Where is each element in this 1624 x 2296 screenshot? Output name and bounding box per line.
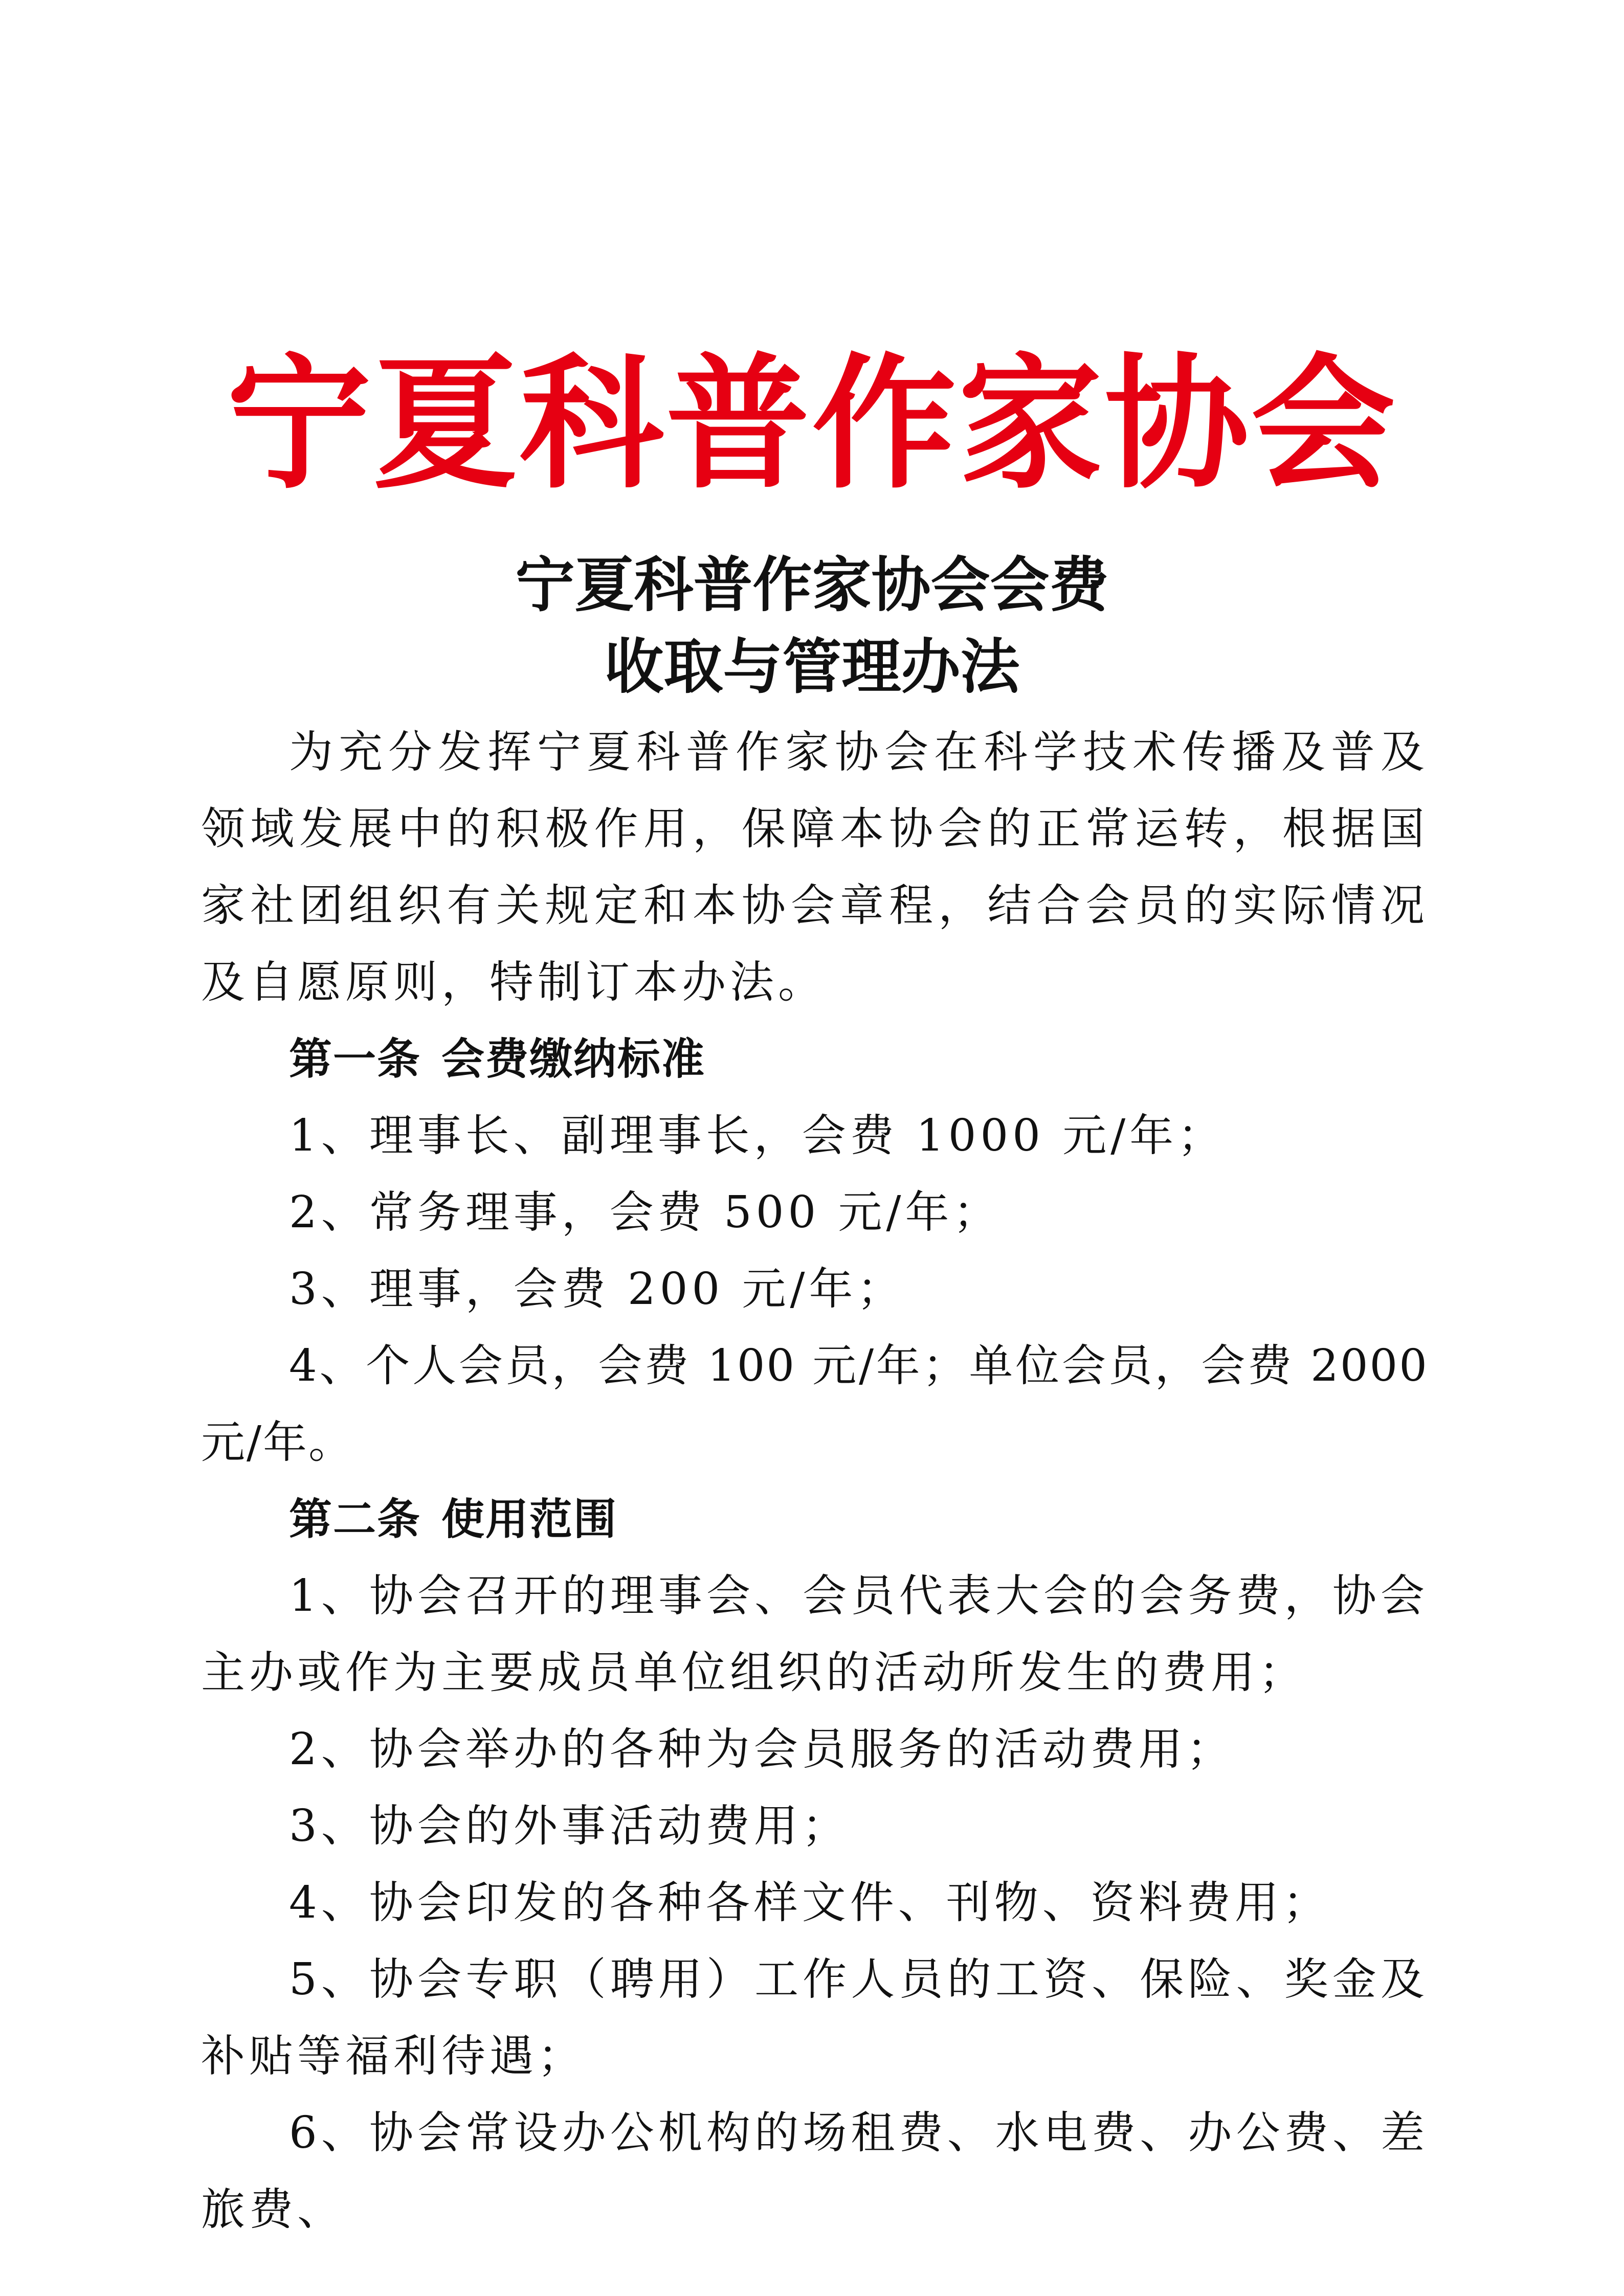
section-2-item-1: 1、协会召开的理事会、会员代表大会的会务费，协会主办或作为主要成员单位组织的活动所发生的费用； — [201, 1570, 1429, 1698]
section-2-item-6: 6、协会常设办公机构的场租费、水电费、办公费、差旅费、 — [201, 2107, 1429, 2235]
document-title-line-2: 收取与管理办法 — [604, 633, 1020, 702]
section-1-item-1: 1、理事长、副理事长，会费 1000 元/年； — [289, 1110, 1226, 1161]
intro-paragraph: 为充分发挥宁夏科普作家协会在科学技术传播及普及领域发展中的积极作用，保障本协会的正常运转，根据国家社团组织有关规定和本协会章程，结合会员的实际情况及自愿原则，特制订本办法。 — [201, 727, 1429, 1008]
section-2-title: 使用范围 — [441, 1494, 618, 1544]
section-2-item-3: 3、协会的外事活动费用； — [289, 1800, 850, 1852]
section-2-item-5: 5、协会专职（聘用）工作人员的工资、保险、奖金及补贴等福利待遇； — [201, 1954, 1429, 2082]
document-body — [201, 714, 1429, 2248]
section-2-item-2: 2、协会举办的各种为会员服务的活动费用； — [289, 1724, 1235, 1775]
section-1-heading — [201, 1021, 1429, 1097]
section-1-label: 第一条 — [289, 1034, 421, 1084]
section-1-item-4: 4、个人会员，会费 100 元/年；单位会员，会费 2000 元/年。 — [201, 1340, 1429, 1468]
section-1-title: 会费缴纳标准 — [441, 1034, 706, 1084]
document-title-line-1: 宁夏科普作家协会会费 — [515, 551, 1109, 620]
masthead-organization-name: 宁夏科普作家协会 — [227, 340, 1397, 508]
section-1-item-3: 3、理事，会费 200 元/年； — [289, 1264, 905, 1315]
section-1-item-2: 2、常务理事，会费 500 元/年； — [289, 1187, 1002, 1238]
section-2-label: 第二条 — [289, 1494, 421, 1544]
section-2-item-4: 4、协会印发的各种各样文件、刊物、资料费用； — [289, 1877, 1331, 1928]
section-2-heading — [201, 1481, 1429, 1558]
